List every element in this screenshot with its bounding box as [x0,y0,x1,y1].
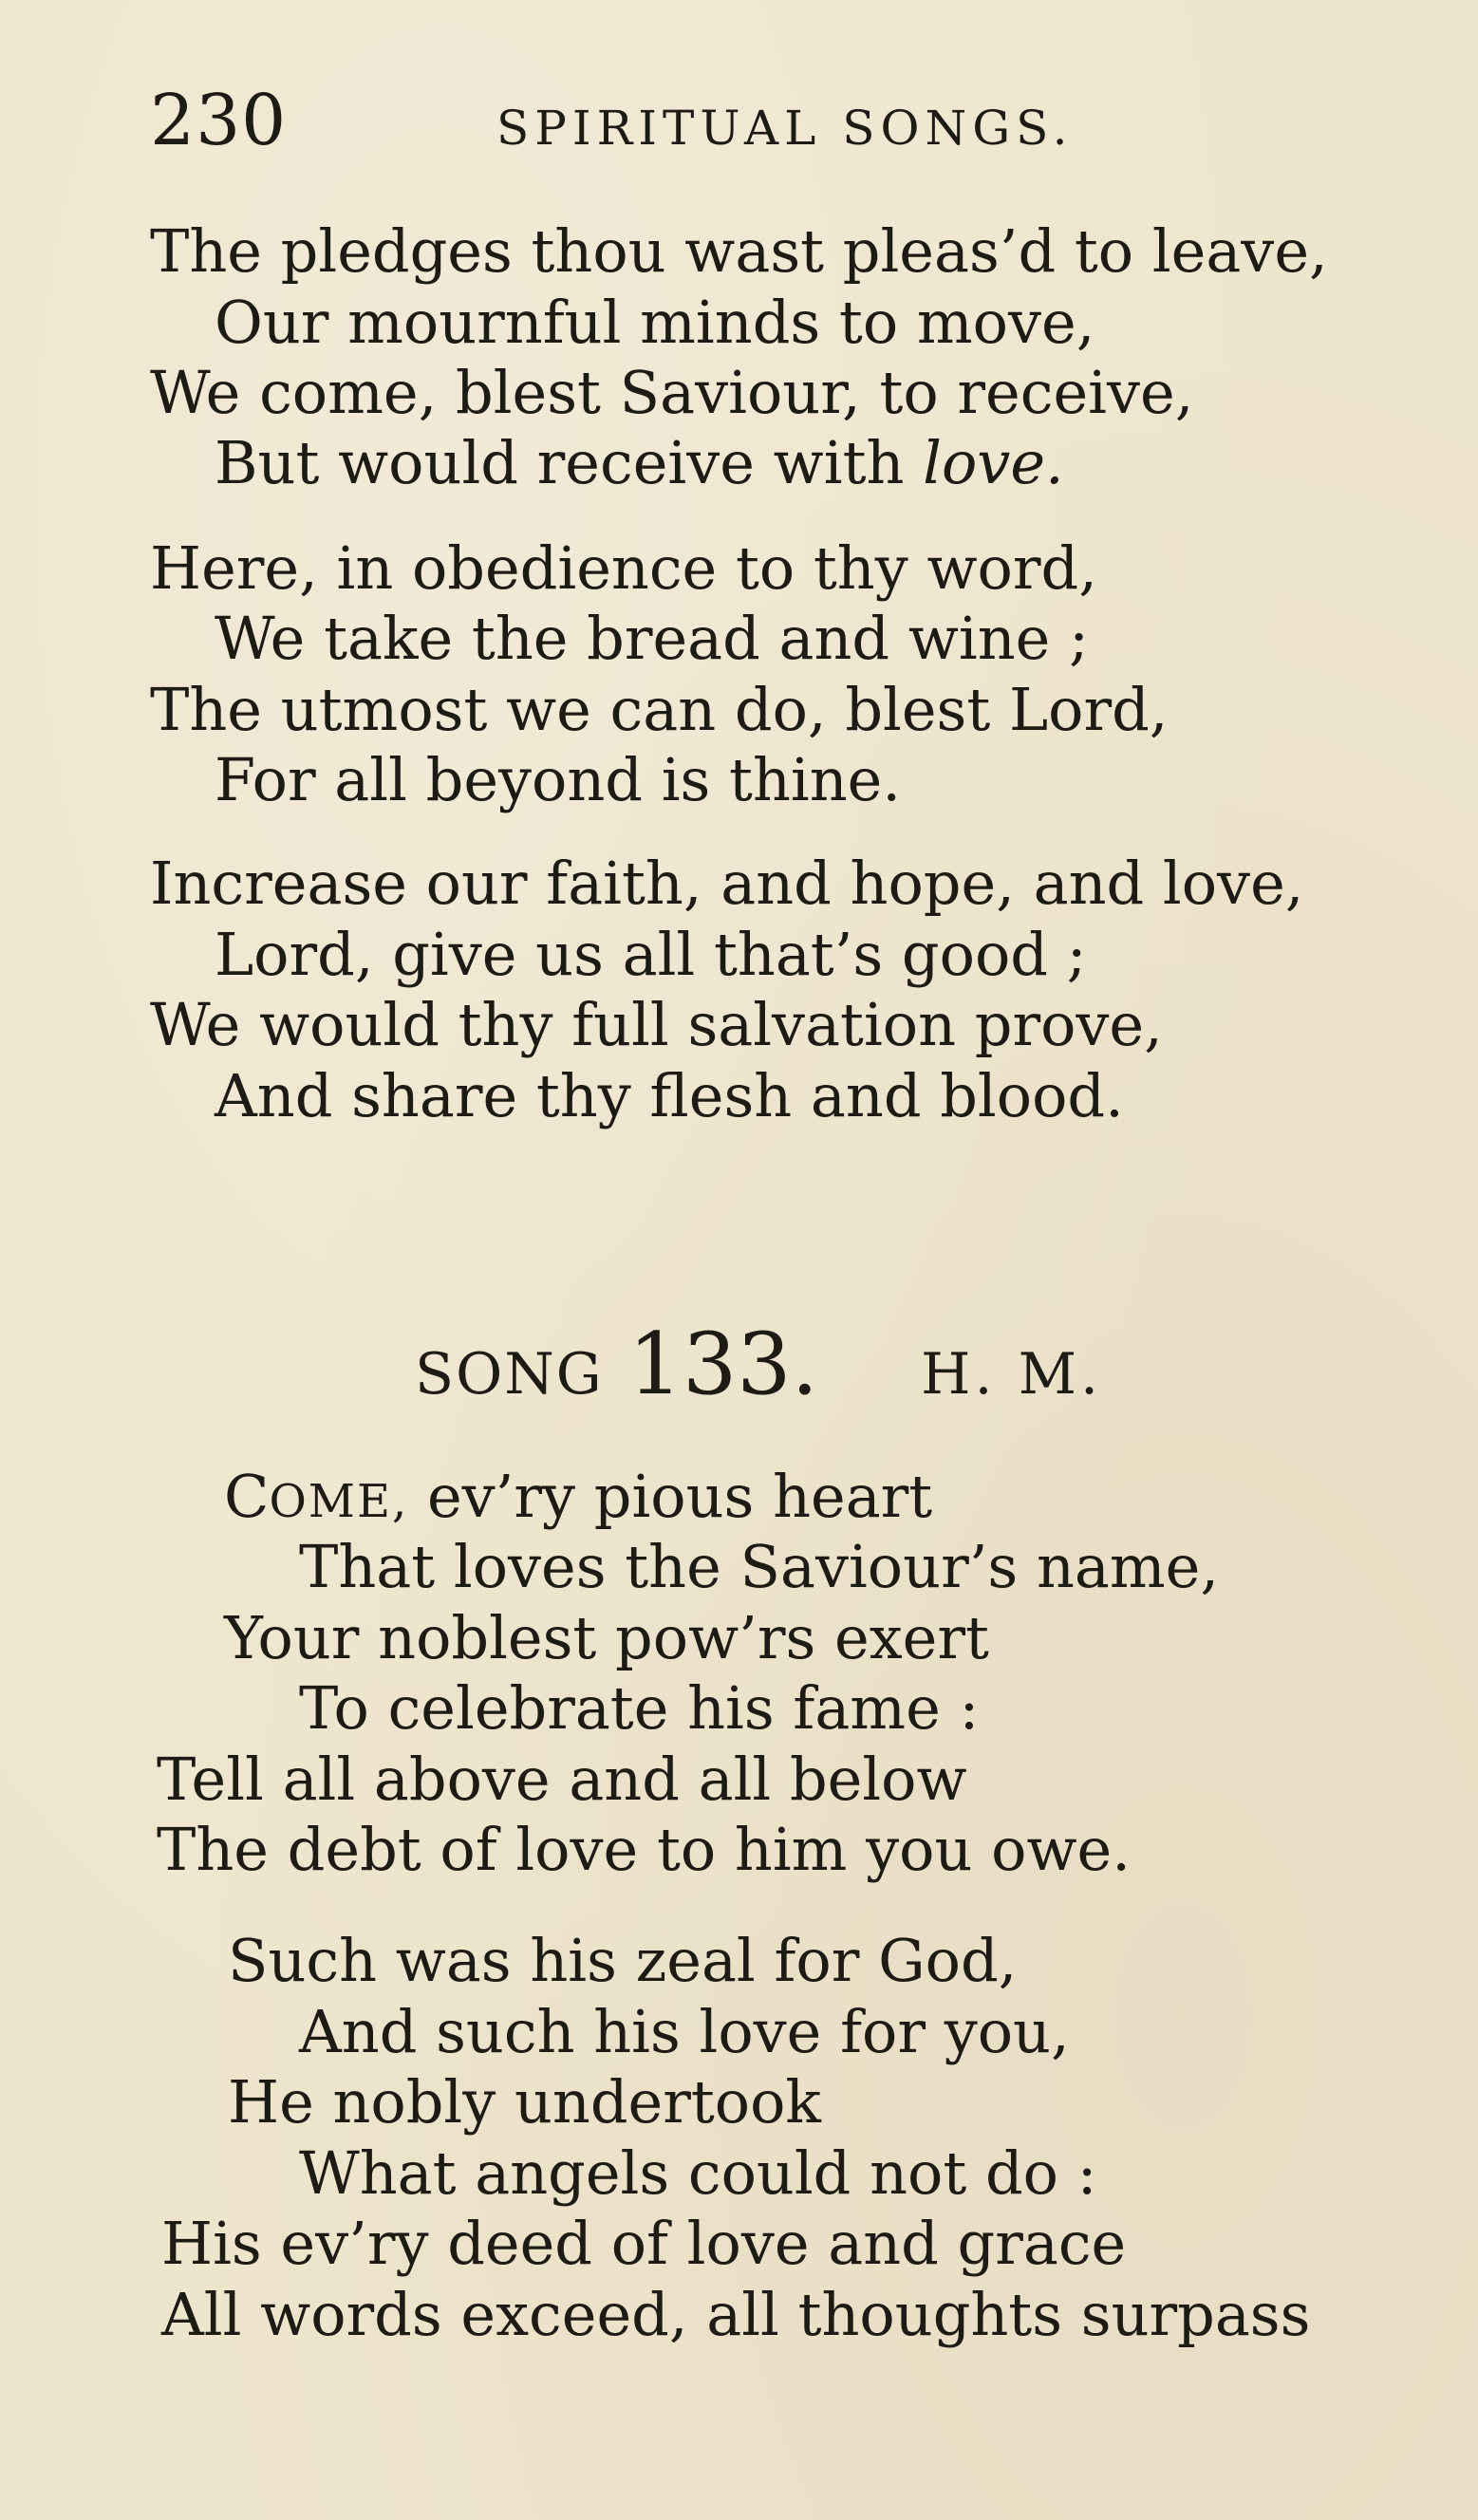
verse-line [224,1462,932,1537]
verse-line: That loves the Saviour’s name, [299,1532,1220,1601]
page-header [150,78,1327,163]
verse-line: And such his love for you, [299,1997,1070,2066]
verse-line [215,428,1064,498]
verse-line: What angels could not do : [299,2138,1097,2208]
verse-line: Our mournful minds to move, [215,288,1095,357]
verse-line: The utmost we can do, blest Lord, [150,675,1169,744]
verse-line: He nobly undertook [228,2067,821,2137]
first-word-smallcaps: OME, [269,1475,409,1528]
verse-line: The debt of love to him you owe. [157,1815,1131,1884]
song-meter: H. M. [921,1341,1103,1408]
verse-line: To celebrate his fame : [299,1673,980,1743]
verse-line: His ev’ry deed of love and grace [161,2209,1127,2278]
verse-line-text: But would receive with [215,428,905,497]
drop-initial: C [224,1462,270,1531]
verse-line: Lord, give us all that’s good ; [215,920,1087,989]
verse-line: And share thy flesh and blood. [215,1061,1124,1130]
song-number: 133. [627,1315,819,1414]
verse-line: The pledges thou wast pleas’d to leave, [150,216,1328,286]
verse-line-text: ev’ry pious heart [426,1462,933,1531]
verse-line: Your noblest pow’rs exert [224,1603,989,1672]
verse-line: All words exceed, all thoughts surpass [161,2280,1311,2349]
song-label: SONG [415,1341,604,1408]
verse-line: We would thy full salvation prove, [150,990,1163,1059]
verse-line: Here, in obedience to thy word, [150,533,1097,603]
song-title [415,1315,1102,1414]
verse-line: Such was his zeal for God, [228,1926,1018,1995]
verse-line: Tell all above and all below [157,1745,967,1814]
running-head: SPIRITUAL SONGS. [496,101,1074,156]
verse-line: For all beyond is thine. [215,745,902,814]
verse-line: Increase our faith, and hope, and love, [150,849,1304,918]
page-number: 230 [150,80,288,161]
verse-line: We take the bread and wine ; [215,604,1089,673]
verse-line: We come, blest Saviour, to receive, [150,358,1194,427]
verse-italic-word: love. [923,428,1064,497]
